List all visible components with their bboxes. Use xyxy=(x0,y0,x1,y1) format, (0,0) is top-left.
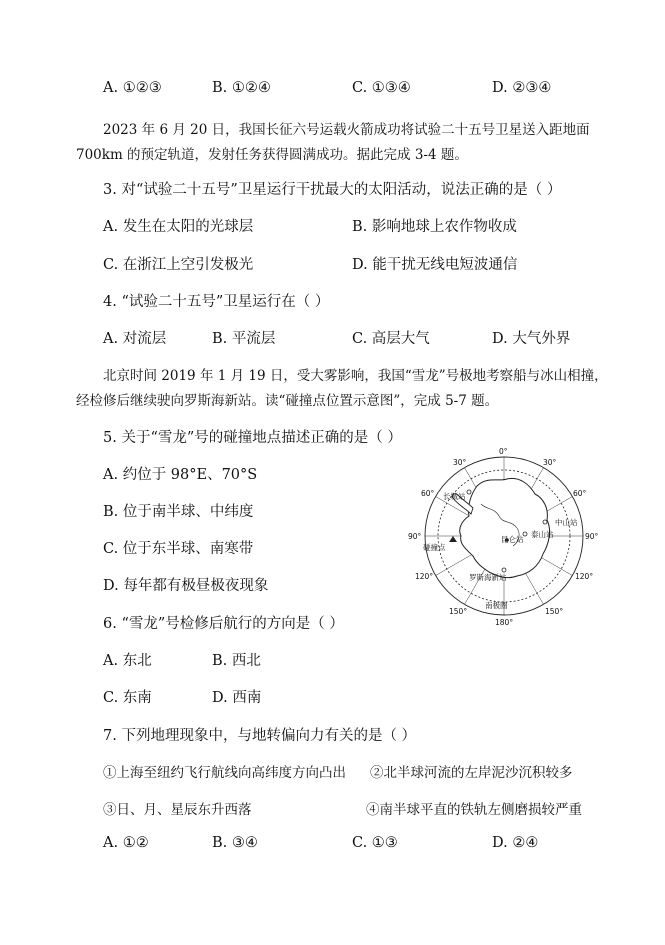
ross-marker xyxy=(502,568,506,572)
label-antarctic-circle: 南极圈 xyxy=(485,601,508,610)
option-a: A. ①②③ xyxy=(103,80,162,96)
antarctica-outline xyxy=(460,478,550,577)
label-taishan: 泰山站 xyxy=(531,530,554,539)
changcheng-marker xyxy=(467,490,471,494)
q5-option-a: A. 约位于 98°E、70°S xyxy=(103,467,258,483)
q7-option-b: B. ③④ xyxy=(212,835,258,851)
q7-item-3: ③日、月、星辰东升西落 xyxy=(103,802,252,818)
passage2-line1: 北京时间 2019 年 1 月 19 日，受大雾影响，我国“雪龙”号极地考察船与冰山相撞， xyxy=(103,368,608,384)
q6-option-d: D. 西南 xyxy=(212,690,262,706)
label-changcheng: 长城站 xyxy=(443,492,466,501)
q6-option-a: A. 东北 xyxy=(103,653,152,669)
taishan-marker xyxy=(523,532,527,536)
collision-location-map xyxy=(407,446,602,626)
q7-option-d: D. ②④ xyxy=(492,835,539,851)
q5-stem: 5. 关于“雪龙”号的碰撞地点描述正确的是（ ） xyxy=(103,430,402,446)
q4-option-d: D. 大气外界 xyxy=(492,331,571,347)
label-lon-0: 0° xyxy=(499,447,508,456)
collision-marker xyxy=(449,536,457,542)
label-lon-30w: 30° xyxy=(453,458,467,467)
label-ross: 罗斯海新站 xyxy=(469,573,507,582)
q7-option-c: C. ①③ xyxy=(352,835,398,851)
label-lon-150e: 150° xyxy=(545,607,564,616)
q3-option-d: D. 能干扰无线电短波通信 xyxy=(352,257,518,273)
q4-stem: 4. “试验二十五号”卫星运行在（ ） xyxy=(103,294,330,310)
label-lon-180: 180° xyxy=(495,618,514,626)
label-lon-90e: 90° xyxy=(585,532,599,541)
q3-option-b: B. 影响地球上农作物收成 xyxy=(352,219,517,235)
zhongshan-marker xyxy=(543,520,547,524)
q7-item-2: ②北半球河流的左岸泥沙沉积较多 xyxy=(370,765,573,781)
label-lon-30e: 30° xyxy=(543,458,557,467)
passage2-line2: 经检修后继续驶向罗斯海新站。读“碰撞点位置示意图”，完成 5-7 题。 xyxy=(76,393,499,409)
q7-stem: 7. 下列地理现象中，与地转偏向力有关的是（ ） xyxy=(103,728,417,744)
option-d: D. ②③④ xyxy=(492,80,552,96)
option-b: B. ①②④ xyxy=(212,80,271,96)
label-zhongshan: 中山站 xyxy=(555,518,578,527)
label-lon-60e: 60° xyxy=(573,489,587,498)
label-lon-60w: 60° xyxy=(421,489,435,498)
q7-item-1: ①上海至纽约飞行航线向高纬度方向凸出 xyxy=(103,765,346,781)
option-c: C. ①③④ xyxy=(352,80,411,96)
q7-item-4: ④南半球平直的铁轨左侧磨损较严重 xyxy=(366,802,582,818)
label-kunlun: 昆仑站 xyxy=(501,535,524,544)
label-lon-150w: 150° xyxy=(449,607,468,616)
q3-stem: 3. 对“试验二十五号”卫星运行干扰最大的太阳活动，说法正确的是（ ） xyxy=(103,182,562,198)
q5-option-b: B. 位于南半球、中纬度 xyxy=(103,504,254,520)
passage1-line1: 2023 年 6 月 20 日，我国长征六号运载火箭成功将试验二十五号卫星送入距地面 xyxy=(103,122,590,138)
q5-option-d: D. 每年都有极昼极夜现象 xyxy=(103,578,269,594)
q6-option-c: C. 东南 xyxy=(103,690,152,706)
q7-option-a: A. ①② xyxy=(103,835,149,851)
q4-option-c: C. 高层大气 xyxy=(352,331,430,347)
label-lon-120e: 120° xyxy=(575,572,594,581)
q3-option-a: A. 发生在太阳的光球层 xyxy=(103,219,254,235)
label-collision: 碰撞点 xyxy=(423,543,446,552)
q6-stem: 6. “雪龙”号检修后航行的方向是（ ） xyxy=(103,616,344,632)
q5-option-c: C. 位于东半球、南寒带 xyxy=(103,541,254,557)
label-lon-90w: 90° xyxy=(408,532,422,541)
label-lon-120w: 120° xyxy=(415,572,434,581)
q3-option-c: C. 在浙江上空引发极光 xyxy=(103,257,254,273)
q4-option-a: A. 对流层 xyxy=(103,331,167,347)
q6-option-b: B. 西北 xyxy=(212,653,261,669)
passage1-line2: 700km 的预定轨道，发射任务获得圆满成功。据此完成 3-4 题。 xyxy=(76,147,468,163)
q4-option-b: B. 平流层 xyxy=(212,331,276,347)
